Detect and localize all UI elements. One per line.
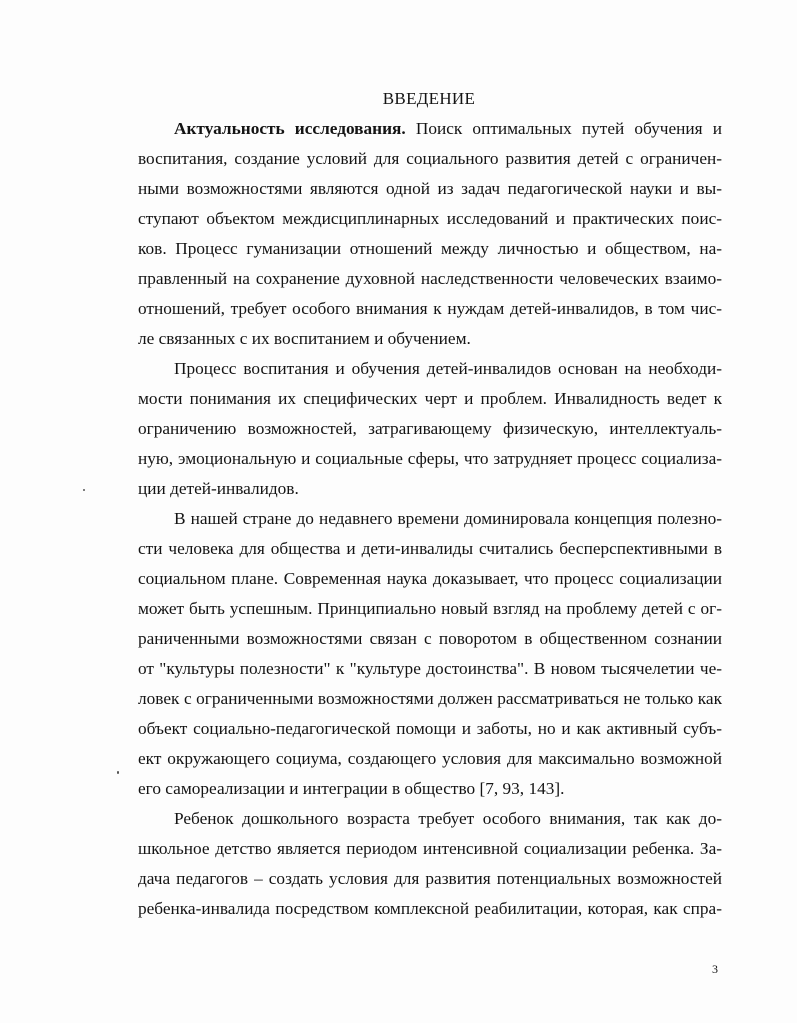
text-line: воспитания, создание условий для социального развития детей с ограничен- xyxy=(138,149,722,168)
text-line: Актуальность исследования. Поиск оптимальных путей обучения и xyxy=(174,119,722,138)
text-line: Ребенок дошкольного возраста требует особого внимания, так как до- xyxy=(174,809,722,828)
page-number: 3 xyxy=(712,962,718,976)
text-line: ект окружающего социума, создающего условия для максимально возможной xyxy=(138,749,722,768)
scan-speck xyxy=(83,489,85,491)
text-line: Процесс воспитания и обучения детей-инвалидов основан на необходи- xyxy=(174,359,722,378)
text-line: ков. Процесс гуманизации отношений между личностью и обществом, на- xyxy=(138,239,722,258)
text-line: сти человека для общества и дети-инвалиды считались бесперспективными в xyxy=(138,539,722,558)
text-line: раниченными возможностями связан с поворотом в общественном сознании xyxy=(138,629,722,648)
text-line: ребенка-инвалида посредством комплексной реабилитации, которая, как спра- xyxy=(138,899,722,918)
scan-speck xyxy=(117,771,119,774)
text-line: ции детей-инвалидов. xyxy=(138,479,299,498)
text-line: ными возможностями являются одной из задач педагогической науки и вы- xyxy=(138,179,722,198)
text-line: ле связанных с их воспитанием и обучением. xyxy=(138,329,471,348)
text-line: социальном плане. Современная наука доказывает, что процесс социализации xyxy=(138,569,722,588)
text-line: его самореализации и интеграции в общество [7, 93, 143]. xyxy=(138,779,565,798)
text-line: ограничению возможностей, затрагивающему физическую, интеллектуаль- xyxy=(138,419,722,438)
text-line: правленный на сохранение духовной наследственности человеческих взаимо- xyxy=(138,269,722,288)
text-line: ступают объектом междисциплинарных исследований и практических поис- xyxy=(138,209,722,228)
section-heading: ВВЕДЕНИЕ xyxy=(382,89,476,108)
text-line: ную, эмоциональную и социальные сферы, что затрудняет процесс социализа- xyxy=(138,449,722,468)
text-line: от "культуры полезности" к "культуре достоинства". В новом тысячелетии че- xyxy=(138,659,722,678)
text-line: школьное детство является периодом интенсивной социализации ребенка. За- xyxy=(138,839,722,858)
text-line: может быть успешным. Принципиально новый взгляд на проблему детей с ог- xyxy=(138,599,722,618)
paragraph-lead: Актуальность исследования. xyxy=(174,119,406,138)
text-line: В нашей стране до недавнего времени доминировала концепция полезно- xyxy=(174,509,722,528)
text-line: отношений, требует особого внимания к нуждам детей-инвалидов, в том чис- xyxy=(138,299,722,318)
text-line: ловек с ограниченными возможностями должен рассматриваться не только как xyxy=(138,689,722,708)
text-line: объект социально-педагогической помощи и заботы, но и как активный субъ- xyxy=(138,719,722,738)
text-line: дача педагогов – создать условия для развития потенциальных возможностей xyxy=(138,869,722,888)
text-line: мости понимания их специфических черт и проблем. Инвалидность ведет к xyxy=(138,389,722,408)
